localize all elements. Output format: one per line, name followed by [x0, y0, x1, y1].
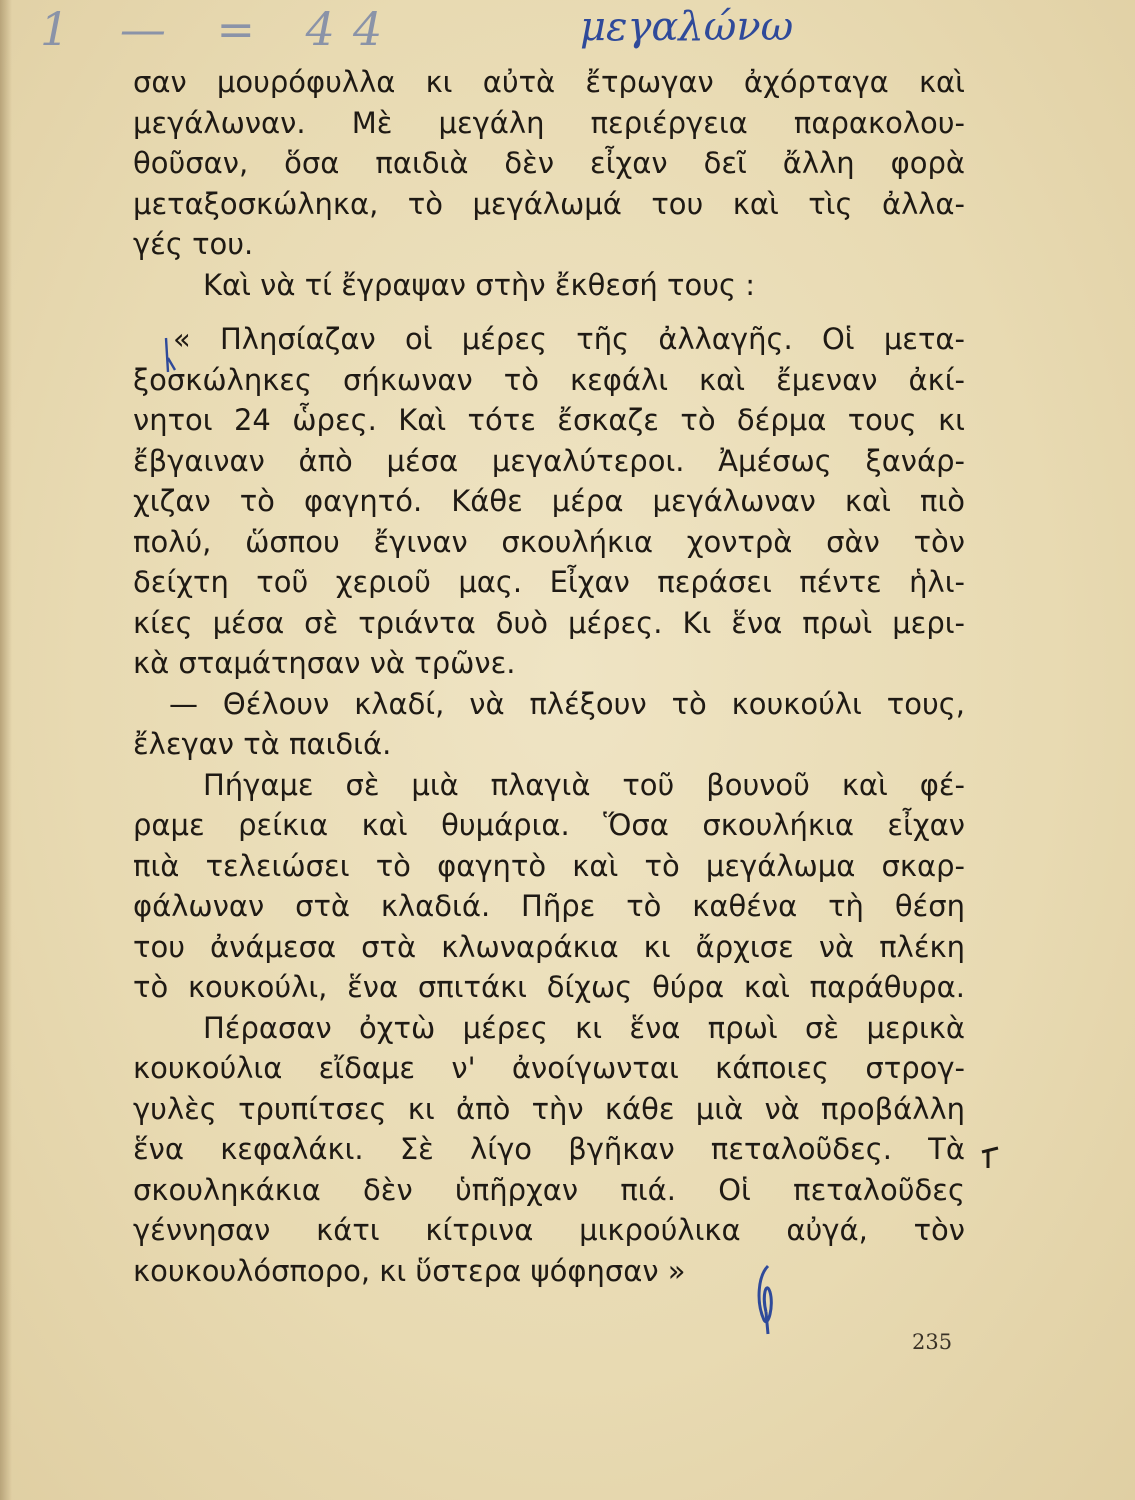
page-left-edge-shadow — [0, 0, 12, 1500]
text-line: ραμε ρείκια καὶ θυμάρια. Ὅσα σκουλήκια εἶχαν — [133, 808, 965, 842]
text-line: ἔλεγαν τὰ παιδιά. — [133, 727, 392, 761]
text-line: γυλὲς τρυπίτσες κι ἀπὸ τὴν κάθε μιὰ νὰ προβάλλη — [133, 1091, 965, 1126]
text-line: γές του. — [133, 227, 254, 261]
text-line: γέννησαν κάτι κίτρινα μικρούλικα αὐγά, τὸν — [133, 1213, 965, 1247]
pen-scribble-mark — [748, 1262, 784, 1336]
text-line: Καὶ νὰ τί ἔγραψαν στὴν ἔκθεσή τους : — [203, 267, 756, 302]
text-line: χιζαν τὸ φαγητό. Κάθε μέρα μεγάλωναν καὶ πιὸ — [133, 484, 965, 518]
text-line: σκουληκάκια δὲν ὑπῆρχαν πιά. Οἱ πεταλοῦδες — [133, 1172, 965, 1207]
text-line: σαν μουρόφυλλα κι αὐτὰ ἔτρωγαν ἀχόρταγα καὶ — [133, 65, 965, 99]
page-number: 235 — [912, 1330, 953, 1354]
text-line: « Πλησίαζαν οἱ μέρες τῆς ἀλλαγῆς. Οἱ μετα- — [173, 322, 965, 356]
text-line: θοῦσαν, ὅσα παιδιὰ δὲν εἶχαν δεῖ ἄλλη φορὰ — [133, 146, 965, 180]
text-line: κουκουλόσπορο, κι ὕστερα ψόφησαν » — [133, 1253, 686, 1288]
text-line: κουκούλια εἴδαμε ν' ἀνοίγωνται κάποιες στρογ- — [133, 1051, 965, 1085]
text-line: ἕνα κεφαλάκι. Σὲ λίγο βγῆκαν πεταλοῦδες. Τὰ — [133, 1132, 965, 1166]
text-line: — Θέλουν κλαδί, νὰ πλέξουν τὸ κουκούλι τους, — [169, 686, 965, 721]
text-line: νητοι 24 ὧρες. Καὶ τότε ἔσκαζε τὸ δέρμα τους κι — [133, 403, 965, 437]
body-text — [133, 62, 965, 1291]
margin-tick-mark — [978, 1142, 1002, 1172]
text-line: κὰ σταμάτησαν νὰ τρῶνε. — [133, 646, 516, 680]
handwritten-page-mark: 1 — = 44 — [40, 2, 401, 56]
text-line: του ἀνάμεσα στὰ κλωναράκια κι ἄρχισε νὰ πλέκη — [133, 929, 965, 964]
handwritten-annotation: μεγαλώνω — [580, 4, 794, 50]
text-line: δείχτη τοῦ χεριοῦ μας. Εἶχαν περάσει πέντε ἡλι- — [133, 565, 965, 599]
text-line: Πήγαμε σὲ μιὰ πλαγιὰ τοῦ βουνοῦ καὶ φέ- — [203, 767, 965, 802]
text-line: μεταξοσκώληκα, τὸ μεγάλωμά του καὶ τὶς ἀλλα- — [133, 186, 965, 221]
text-line: ξοσκώληκες σήκωναν τὸ κεφάλι καὶ ἔμεναν ἀκί- — [133, 362, 965, 397]
text-line: πολύ, ὥσπου ἔγιναν σκουλήκια χοντρὰ σὰν τὸν — [133, 524, 965, 559]
text-line: τὸ κουκούλι, ἕνα σπιτάκι δίχως θύρα καὶ παράθυρα. — [133, 970, 965, 1004]
text-line: μεγάλωναν. Μὲ μεγάλη περιέργεια παρακολου- — [133, 105, 965, 140]
text-line: φάλωναν στὰ κλαδιά. Πῆρε τὸ καθένα τὴ θέση — [133, 889, 965, 923]
text-line: πιὰ τελειώσει τὸ φαγητὸ καὶ τὸ μεγάλωμα σκαρ- — [133, 848, 965, 883]
text-line: κίες μέσα σὲ τριάντα δυὸ μέρες. Κι ἕνα πρωὶ μερι- — [133, 605, 965, 640]
text-line: ἔβγαιναν ἀπὸ μέσα μεγαλύτεροι. Ἀμέσως ξανάρ- — [133, 443, 965, 478]
text-line: Πέρασαν ὀχτὼ μέρες κι ἕνα πρωὶ σὲ μερικὰ — [203, 1010, 965, 1045]
